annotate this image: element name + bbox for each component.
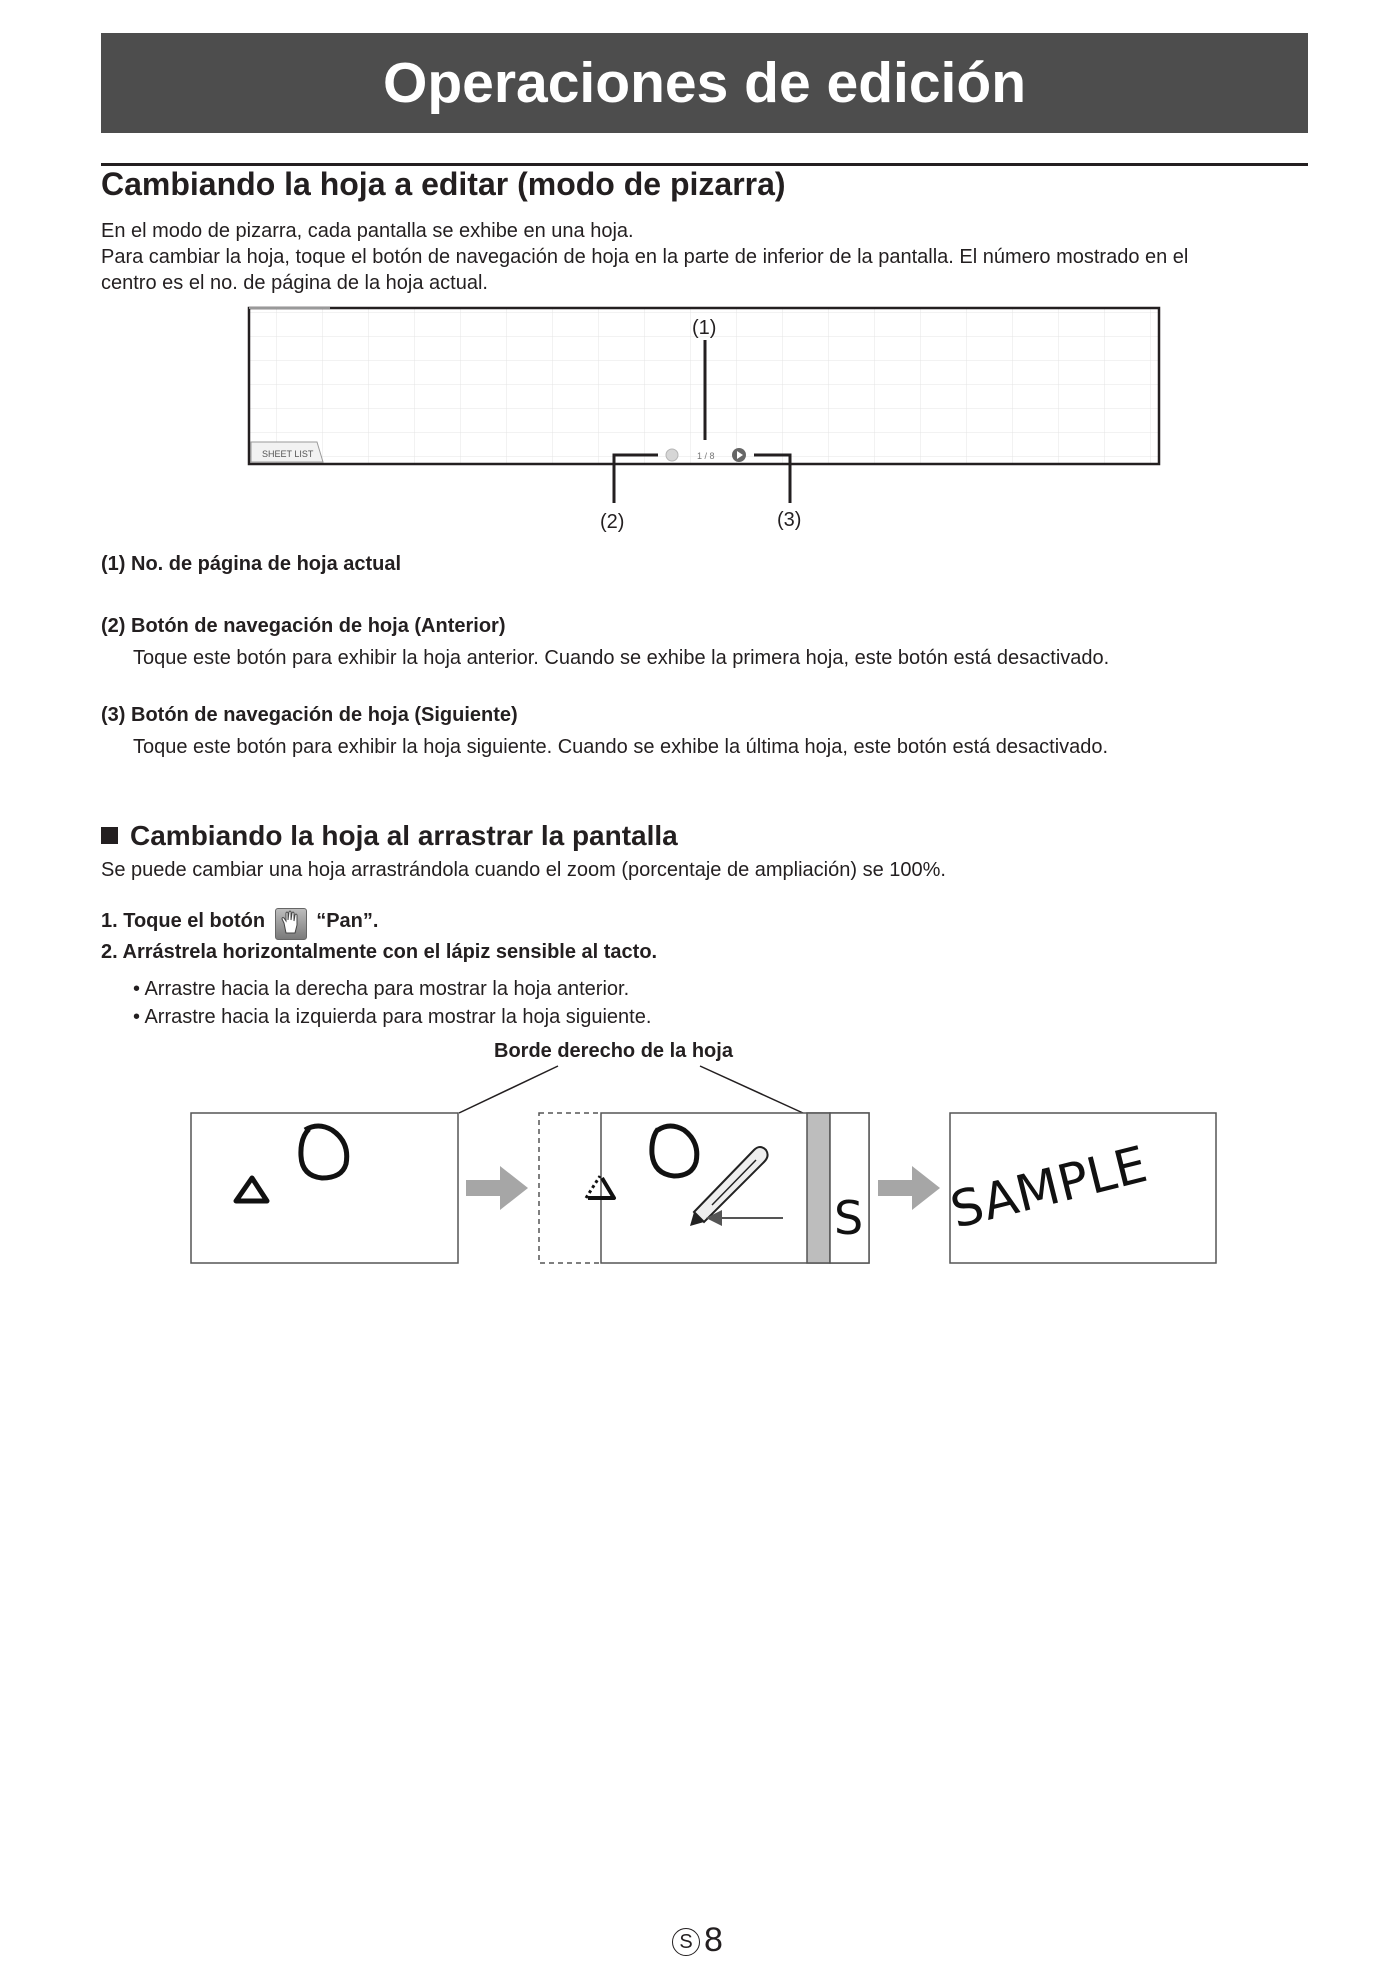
sheet-panel-ghost — [539, 1113, 602, 1263]
item-title: (2) Botón de navegación de hoja (Anterior) — [101, 615, 506, 637]
sheet-right-edge — [807, 1113, 830, 1263]
step-1-text: 1. Toque el botón — [101, 910, 266, 932]
triangle-ghost — [586, 1176, 600, 1198]
figure-label: Borde derecho de la hoja — [494, 1040, 733, 1062]
intro-line: Para cambiar la hoja, toque el botón de navegación de hoja en la parte de inferior de la pantalla. El número mostrado en el — [101, 246, 1189, 268]
page-title: Operaciones de edición — [101, 33, 1308, 133]
subsection-intro: Se puede cambiar una hoja arrastrándola cuando el zoom (porcentaje de ampliación) se 100%. — [101, 859, 946, 881]
page-indicator: 1 / 8 — [697, 451, 715, 461]
partial-sample-text: S — [834, 1191, 864, 1245]
item-title: (1) No. de página de hoja actual — [101, 553, 402, 575]
item-title: (3) Botón de navegación de hoja (Siguiente) — [101, 704, 518, 726]
arrow-right-icon — [466, 1166, 528, 1210]
pan-label: “Pan”. — [316, 910, 379, 932]
sheet-list-label: SHEET LIST — [262, 449, 314, 459]
callout-label-2: (2) — [600, 511, 625, 533]
bullet-item: • Arrastre hacia la izquierda para mostrar la hoja siguiente. — [133, 1006, 652, 1028]
drag-figure — [0, 1030, 1400, 1280]
section-heading: Cambiando la hoja a editar (modo de pizarra) — [101, 166, 786, 202]
step-2: 2. Arrástrela horizontalmente con el lápiz sensible al tacto. — [101, 941, 658, 963]
intro-line: centro es el no. de página de la hoja actual. — [101, 272, 488, 294]
item-description: Toque este botón para exhibir la hoja siguiente. Cuando se exhibe la última hoja, este botón está desactivado. — [133, 736, 1109, 758]
subsection-heading — [101, 819, 678, 853]
item-description: Toque este botón para exhibir la hoja anterior. Cuando se exhibe la primera hoja, este botón está desactivado. — [133, 647, 1110, 669]
intro-line: En el modo de pizarra, cada pantalla se exhibe en una hoja. — [101, 220, 634, 242]
whiteboard-figure — [0, 0, 1400, 540]
label-leader-line — [459, 1066, 558, 1113]
sample-handwriting: SAMPLE — [944, 1135, 1153, 1240]
page-footer — [672, 1920, 723, 1960]
language-mark: S — [672, 1928, 700, 1956]
pan-hand-icon — [275, 908, 307, 940]
arrow-right-icon — [878, 1166, 940, 1210]
callout-label-3: (3) — [777, 509, 802, 531]
sheet-panel-before — [191, 1113, 458, 1263]
step-1 — [101, 908, 378, 940]
callout-label-1: (1) — [692, 317, 717, 339]
page-number: 8 — [704, 1921, 723, 1959]
prev-sheet-button — [666, 449, 678, 461]
subsection-heading-text: Cambiando la hoja al arrastrar la pantalla — [130, 820, 678, 851]
square-bullet-icon — [101, 827, 118, 844]
label-leader-line — [700, 1066, 803, 1113]
bullet-item: • Arrastre hacia la derecha para mostrar la hoja anterior. — [133, 978, 630, 1000]
